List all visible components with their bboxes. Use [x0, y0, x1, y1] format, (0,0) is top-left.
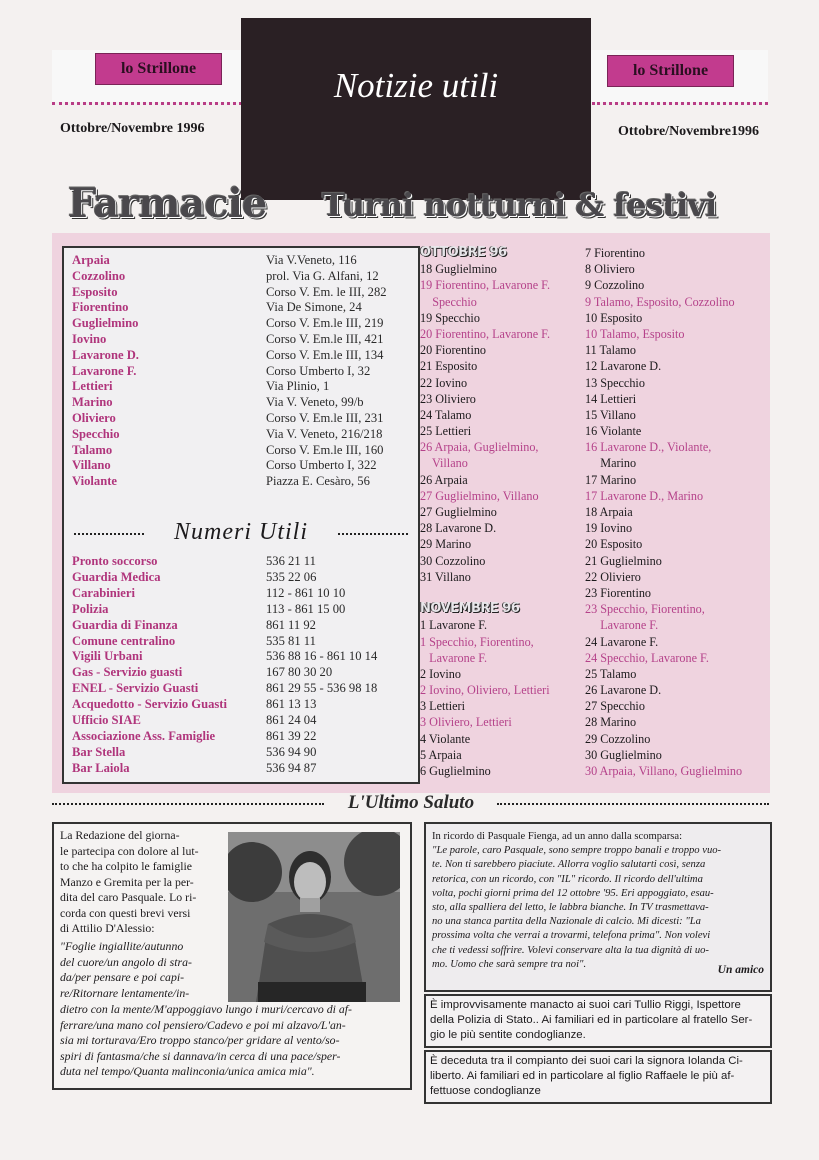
pharmacy-row	[64, 253, 418, 269]
shift-entry: 18 Guglielmino	[420, 262, 497, 277]
pharmacy-name: Oliviero	[72, 411, 116, 425]
shift-entry: 19 Fiorentino, Lavarone F.	[420, 278, 551, 293]
poem-line: dietro con la mente/M'appoggiavo lungo i muri/cercavo di af-	[60, 1002, 352, 1016]
shift-entry: 5 Arpaia	[420, 747, 462, 762]
pharmacy-name: Specchio	[72, 426, 120, 441]
pharmacy-name: Iovino	[72, 332, 107, 346]
number-value: 861 13 13	[266, 697, 317, 712]
ricordo-line: mo. Uomo che sarà sempre tra noi".	[432, 958, 587, 970]
poem-line: duta nel tempo/Quanta malinconia/unica amica mia".	[60, 1064, 315, 1078]
notice-riggi-text	[430, 998, 768, 1044]
portrait-figure	[228, 832, 400, 1002]
pharmacy-row	[64, 285, 418, 301]
poem-continued	[60, 1002, 406, 1080]
shift-entry: 30 Guglielmino	[585, 747, 662, 762]
number-value: 536 21 11	[266, 554, 316, 568]
pharmacy-address: Via De Simone, 24	[266, 300, 362, 315]
pharmacy-name: Cozzolino	[72, 268, 126, 283]
number-label: Ufficio SIAE	[72, 713, 141, 727]
shift-entry: 26 Arpaia, Guglielmino,	[420, 440, 539, 455]
shift-entry: 2 Iovino, Oliviero, Lettieri	[420, 683, 550, 698]
shift-entry: 10 Talamo, Esposito	[585, 326, 685, 341]
shift-entry: 19 Iovino	[585, 521, 633, 536]
number-label: ENEL - Servizio Guasti	[72, 681, 199, 696]
pharmacy-row	[64, 379, 418, 395]
shift-entry: 23 Oliviero	[420, 391, 476, 406]
info-box	[62, 246, 420, 784]
number-row	[64, 618, 418, 634]
saluto-title: L'Ultimo Saluto	[347, 792, 475, 813]
number-value: 861 29 55 - 536 98 18	[266, 681, 378, 696]
shift-entry: 11 Talamo	[585, 343, 636, 358]
calendar-column-2	[585, 245, 767, 779]
number-row	[64, 761, 418, 777]
shift-entry: Lavarone F.	[420, 650, 488, 665]
intro-line: corda con questi brevi versi	[60, 905, 191, 920]
number-value: 113 - 861 15 00	[266, 601, 346, 616]
pharmacy-address: Corso V. Em.le III, 219	[266, 316, 384, 331]
shift-entry: 26 Arpaia	[420, 472, 468, 487]
notice-line: della Polizia di Stato.. Ai familiari ed in particolare al fratello Ser-	[430, 1014, 753, 1027]
pharmacy-address: Via V. Veneto, 216/218	[266, 426, 383, 441]
pharmacy-row	[64, 411, 418, 427]
pharmacy-address: Corso V. Em. le III, 282	[266, 284, 387, 299]
pharmacy-row	[64, 300, 418, 316]
number-value: 536 88 16 - 861 10 14	[266, 649, 378, 664]
notice-line: È deceduta tra il compianto dei suoi cari la signora Iolanda Ci-	[430, 1055, 743, 1067]
shift-entry: 28 Marino	[585, 715, 637, 730]
shift-entry: 1 Lavarone F.	[420, 618, 488, 633]
shift-entry: 22 Oliviero	[585, 569, 641, 584]
page-title: Notizie utili	[333, 66, 499, 105]
shift-entry: 23 Fiorentino	[585, 585, 652, 600]
pharmacy-row	[64, 474, 418, 490]
shift-entry: 27 Guglielmino, Villano	[420, 488, 539, 503]
number-row	[64, 681, 418, 697]
shift-entry: 29 Marino	[420, 537, 472, 552]
shift-entry: 17 Marino	[585, 472, 637, 487]
pharmacy-name: Talamo	[72, 442, 113, 457]
number-label: Gas - Servizio guasti	[72, 665, 183, 680]
shift-entry: 3 Oliviero, Lettieri	[420, 715, 512, 730]
pharmacy-row	[64, 348, 418, 364]
ricordo-line: sto, alla spalliera del letto, le labbra bianche. In TV trasmettava-	[432, 902, 709, 914]
number-label: Bar Laiola	[72, 760, 130, 775]
shift-entry: 31 Villano	[420, 569, 471, 584]
shift-entry: 24 Lavarone F.	[585, 634, 659, 649]
pharmacy-address: Corso V. Em.le III, 160	[266, 442, 384, 457]
header-title-box	[241, 18, 591, 200]
number-row	[64, 554, 418, 570]
number-label: Guardia di Finanza	[72, 617, 178, 632]
notice-line: liberto. Ai familiari ed in particolare al figlio Raffaele le più af-	[430, 1070, 735, 1083]
number-value: 536 94 87	[266, 760, 317, 775]
shift-entry: 27 Specchio	[585, 699, 645, 714]
number-row	[64, 586, 418, 602]
shift-entry: 15 Villano	[585, 407, 636, 422]
number-row	[64, 697, 418, 713]
ricordo-box	[424, 822, 772, 992]
pharmacy-address: Corso V. Em.le III, 134	[266, 347, 384, 362]
number-value: 535 22 06	[266, 569, 317, 584]
pharmacy-address: Corso Umberto I, 32	[266, 363, 371, 378]
pharmacy-address: Corso Umberto I, 322	[266, 458, 377, 473]
pharmacy-name: Lavarone F.	[72, 363, 137, 378]
shift-entry: 10 Esposito	[585, 310, 643, 325]
shift-entry: 24 Talamo	[420, 407, 472, 422]
shift-entry: 20 Esposito	[585, 537, 643, 552]
pharmacy-address: Via V. Veneto, 99/b	[266, 395, 364, 410]
month-heading: OTTOBRE 96	[420, 245, 507, 260]
notice-ciliberto-text	[430, 1054, 768, 1100]
intro-line: le partecipa con dolore al lut-	[60, 843, 199, 858]
number-label: Acquedotto - Servizio Guasti	[72, 697, 227, 712]
pharmacy-address: Via Plinio, 1	[266, 379, 330, 394]
number-row	[64, 570, 418, 586]
saluto-left-box	[52, 822, 412, 1090]
shift-entry: 30 Arpaia, Villano, Guglielmino	[585, 764, 743, 778]
poem-line: sia mi torturava/Ero troppo stanco/per gridare al vento/so-	[60, 1033, 340, 1047]
poem-line: ferrare/una mano col pensiero/Cadevo e poi mi alzavo/L'an-	[60, 1017, 346, 1032]
intro-line: dita del caro Pasquale. Lo ri-	[60, 890, 197, 904]
ricordo-line: "Le parole, caro Pasquale, sono sempre troppo banali e troppo vuo-	[432, 845, 722, 857]
shift-entry: 20 Fiorentino	[420, 343, 487, 358]
shift-entry: 9 Talamo, Esposito, Cozzolino	[585, 294, 735, 309]
shift-entry: Marino	[585, 456, 637, 471]
number-label: Carabinieri	[72, 585, 135, 600]
month-heading: NOVEMBRE 96	[420, 601, 520, 617]
shift-entry: 12 Lavarone D.	[585, 359, 662, 374]
shift-entry: 19 Specchio	[420, 310, 480, 325]
pharmacy-name: Fiorentino	[72, 300, 129, 315]
saluto-rule-left	[52, 803, 324, 805]
intro-line: di Attilio D'Alessio:	[60, 921, 155, 935]
intro-line: Manzo e Gremita per la per-	[60, 874, 194, 889]
poem-line: "Foglie ingiallite/autunno	[60, 939, 184, 953]
ricordo-text	[432, 830, 766, 972]
header-divider-right	[592, 102, 768, 105]
ricordo-line: prossima volta che verrai a trovarmi, telefona prima". Non volevi	[432, 930, 711, 942]
shift-entry: Lavarone F.	[585, 618, 659, 633]
number-value: 536 94 90	[266, 744, 317, 759]
shift-entry: 21 Esposito	[420, 359, 478, 374]
ricordo-line: te. Non ti sarebbero piaciute. Allorra voglio salutarti così, senza	[432, 859, 706, 871]
pharmacy-address: Piazza E. Cesàro, 56	[266, 474, 370, 489]
pharmacy-row	[64, 443, 418, 459]
poem-line: da/per pensare e poi capi-	[60, 970, 185, 984]
numbers-list	[64, 554, 418, 778]
shift-entry: 13 Specchio	[585, 375, 645, 390]
pharmacy-row	[64, 458, 418, 474]
intro-line: La Redazione del giorna-	[60, 828, 180, 842]
number-value: 861 11 92	[266, 617, 316, 632]
pharmacy-row	[64, 269, 418, 285]
number-row	[64, 649, 418, 665]
numeri-header	[74, 519, 408, 549]
number-value: 861 39 22	[266, 728, 317, 743]
pharmacy-row	[64, 316, 418, 332]
number-row	[64, 602, 418, 618]
shift-entry: 29 Cozzolino	[585, 731, 651, 746]
portrait-photo	[228, 832, 400, 1002]
poem-line: del cuore/un angolo di stra-	[60, 954, 192, 969]
notice-riggi	[424, 994, 772, 1048]
number-row	[64, 665, 418, 681]
shift-entry: 2 Iovino	[420, 666, 461, 681]
shift-entry: 17 Lavarone D., Marino	[585, 488, 704, 503]
number-row	[64, 745, 418, 761]
pharmacy-name: Guglielmino	[72, 316, 139, 331]
shift-entry: 1 Specchio, Fiorentino,	[420, 634, 534, 649]
shift-entry: 27 Guglielmino	[420, 505, 497, 519]
shift-entry: 25 Lettieri	[420, 424, 472, 439]
shift-entry: Specchio	[420, 294, 477, 309]
shift-entry: 28 Lavarone D.	[420, 521, 497, 536]
notice-line: fettuose condoglianze	[430, 1085, 541, 1098]
pharmacy-row	[64, 364, 418, 380]
pharmacy-name: Lettieri	[72, 379, 113, 394]
poem-start	[60, 939, 228, 1001]
date-right: Ottobre/Novembre1996	[618, 124, 760, 139]
shift-entry: 24 Specchio, Lavarone F.	[585, 650, 709, 665]
shift-entry: 25 Talamo	[585, 666, 637, 681]
pharmacy-name: Marino	[72, 395, 113, 410]
pharmacy-address: Via V.Veneto, 116	[266, 253, 357, 267]
shift-entry: 3 Lettieri	[420, 699, 466, 714]
number-value: 112 - 861 10 10	[266, 585, 346, 600]
saluto-rule-right	[497, 803, 769, 805]
notice-ciliberto	[424, 1050, 772, 1104]
number-label: Associazione Ass. Famiglie	[72, 728, 216, 743]
saluto-intro	[60, 828, 228, 937]
ricordo-line: In ricordo di Pasquale Fienga, ad un anno dalla scomparsa:	[432, 831, 683, 842]
pharmacy-row	[64, 427, 418, 443]
pharmacy-row	[64, 332, 418, 348]
notice-line: gio le più sentite condoglianze.	[430, 1029, 586, 1042]
pharmacy-row	[64, 395, 418, 411]
pharmacy-list	[64, 253, 418, 493]
number-row	[64, 713, 418, 729]
number-label: Polizia	[72, 601, 109, 616]
shift-entry: 23 Specchio, Fiorentino,	[585, 602, 705, 617]
poem-line: re/Ritornare lentamente/in-	[60, 985, 190, 1000]
number-label: Pronto soccorso	[72, 554, 158, 568]
pharmacy-address: Corso V. Em.le III, 231	[266, 411, 384, 425]
pharmacy-name: Violante	[72, 474, 118, 489]
shift-entry: 18 Arpaia	[585, 505, 633, 519]
number-row	[64, 634, 418, 650]
shift-entry	[420, 585, 590, 601]
shift-entry: 21 Guglielmino	[585, 553, 662, 568]
shift-entry: 6 Guglielmino	[420, 764, 491, 778]
ricordo-line: no una stanca partita della Nazionale di calcio. Mi dicesti: "La	[432, 916, 701, 928]
date-left: Ottobre/Novembre 1996	[60, 121, 205, 136]
ricordo-line: retorica, con un ricordo, con "IL" ricordo. Il ricordo dell'ultima	[432, 873, 703, 885]
notice-line: È improvvisamente manacto ai suoi cari Tullio Riggi, Ispettore	[430, 999, 741, 1011]
farmacie-title: Farmacie	[68, 180, 267, 227]
shift-entry: 4 Violante	[420, 731, 471, 746]
poem-line: spiri di fantasma/che si dannava/in cerca di una pace/sper-	[60, 1048, 341, 1063]
shift-entry: 7 Fiorentino	[585, 246, 645, 260]
brand-badge-right: lo Strillone	[607, 55, 734, 87]
shift-entry: 8 Oliviero	[585, 262, 635, 277]
number-label: Vigili Urbani	[72, 649, 143, 664]
numeri-rule-left	[74, 533, 144, 535]
shift-entry: Villano	[420, 456, 468, 471]
number-label: Comune centralino	[72, 633, 176, 648]
number-label: Bar Stella	[72, 744, 126, 759]
shift-entry: 14 Lettieri	[585, 391, 637, 406]
pharmacy-address: prol. Via G. Alfani, 12	[266, 268, 379, 283]
number-row	[64, 729, 418, 745]
intro-line: to che ha colpito le famiglie	[60, 859, 193, 873]
shift-entry: 16 Violante	[585, 424, 642, 439]
ricordo-line: volta, pochi giorni prima del 12 ottobre '95. Eri appoggiato, esau-	[432, 887, 714, 899]
number-value: 861 24 04	[266, 713, 317, 727]
shift-entry: 26 Lavarone D.	[585, 683, 662, 698]
numeri-title: Numeri Utili	[173, 519, 308, 545]
shift-entry: 16 Lavarone D., Violante,	[585, 440, 712, 455]
pharmacy-address: Corso V. Em.le III, 421	[266, 332, 384, 346]
ricordo-signature: Un amico	[717, 964, 764, 976]
pharmacy-name: Lavarone D.	[72, 347, 139, 362]
number-value: 535 81 11	[266, 633, 316, 648]
calendar-column-1	[420, 245, 590, 779]
numeri-rule-right	[338, 533, 408, 535]
shift-entry: 9 Cozzolino	[585, 278, 645, 293]
shift-entry: 30 Cozzolino	[420, 553, 486, 568]
shift-entry: 22 Iovino	[420, 375, 468, 390]
pharmacy-name: Arpaia	[72, 253, 110, 267]
ricordo-line: che ti vedessi soffrire. Volevi conservare alta la tua dignità di uo-	[432, 944, 709, 956]
number-value: 167 80 30 20	[266, 665, 333, 680]
pharmacy-name: Villano	[72, 458, 111, 473]
turni-title: Turni notturni & festivi	[322, 186, 717, 224]
brand-badge-left: lo Strillone	[95, 53, 222, 85]
pharmacy-name: Esposito	[72, 284, 118, 299]
number-label: Guardia Medica	[72, 569, 161, 584]
header-divider-left	[52, 102, 242, 105]
shift-entry: 20 Fiorentino, Lavarone F.	[420, 326, 551, 341]
